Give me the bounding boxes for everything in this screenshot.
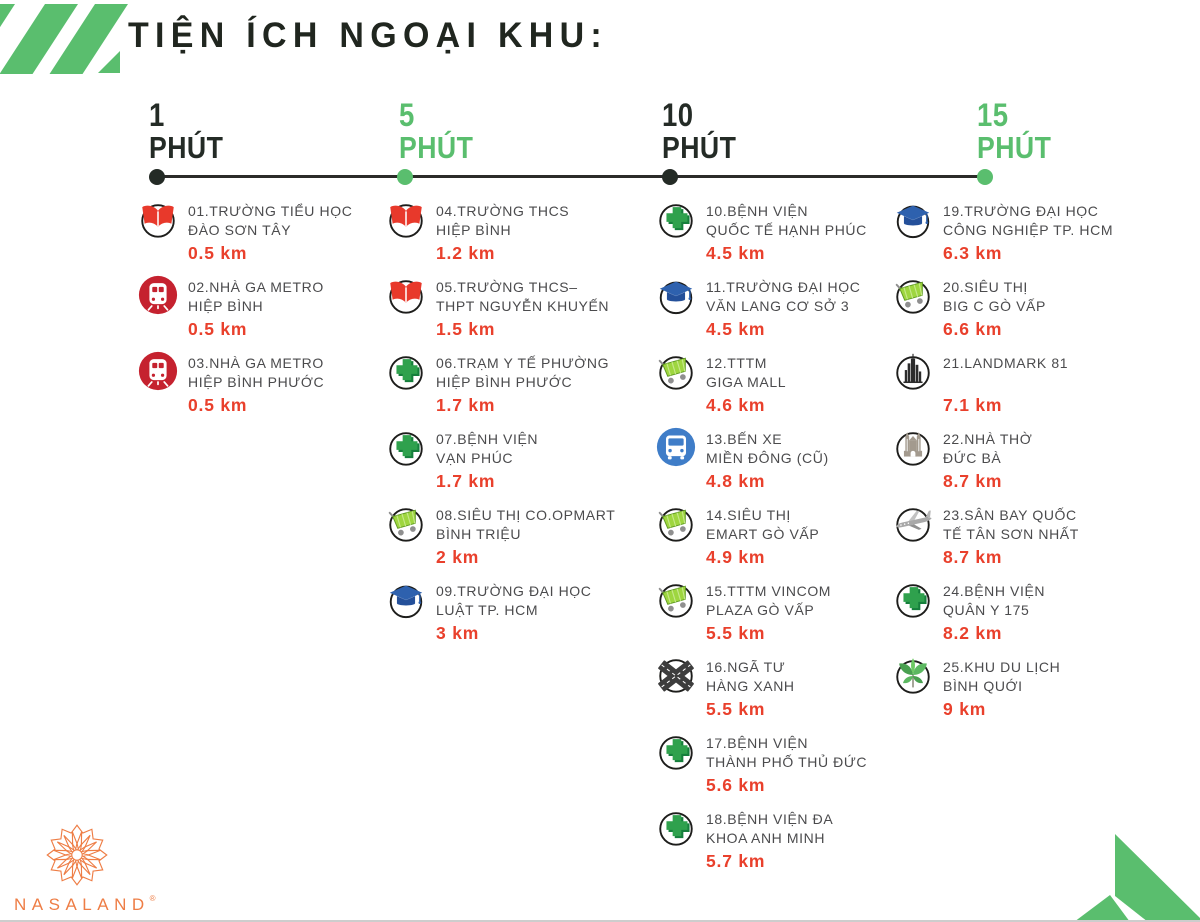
poi-name-line: QUÂN Y 175 bbox=[943, 601, 1030, 618]
poi-distance: 1.7 km bbox=[436, 471, 496, 491]
timeline-dot-1min bbox=[149, 169, 165, 185]
poi-item bbox=[892, 506, 1192, 568]
poi-distance: 3 km bbox=[436, 623, 480, 643]
timeline-value: 15 bbox=[977, 97, 1009, 133]
poi-name-line: 20.SIÊU THỊ bbox=[943, 279, 1028, 295]
metro-icon bbox=[137, 350, 179, 392]
shopping-cart-icon bbox=[385, 502, 427, 544]
poi-text bbox=[943, 354, 1068, 416]
poi-name bbox=[706, 506, 819, 543]
poi-name-line: KHOA ANH MINH bbox=[706, 829, 826, 846]
poi-name bbox=[188, 202, 352, 239]
poi-name-line: GIGA MALL bbox=[706, 373, 787, 390]
poi-item bbox=[385, 202, 643, 264]
medical-cross-icon bbox=[385, 426, 427, 468]
poi-name-line: 02.NHÀ GA METRO bbox=[188, 279, 324, 295]
poi-distance: 8.7 km bbox=[943, 547, 1003, 567]
poi-name-line: THPT NGUYỄN KHUYẾN bbox=[436, 297, 610, 314]
poi-distance: 0.5 km bbox=[188, 319, 248, 339]
poi-distance: 4.8 km bbox=[706, 471, 766, 491]
poi-name-line: THÀNH PHỐ THỦ ĐỨC bbox=[706, 753, 868, 770]
poi-name bbox=[436, 354, 609, 391]
poi-distance: 4.5 km bbox=[706, 319, 766, 339]
tree-icon bbox=[892, 654, 934, 696]
church-icon bbox=[892, 426, 934, 468]
poi-name-line: 07.BỆNH VIỆN bbox=[436, 431, 539, 447]
poi-name-line: 13.BẾN XE bbox=[706, 431, 783, 447]
stripe-triangle bbox=[98, 51, 120, 73]
poi-item bbox=[892, 430, 1192, 492]
crossroad-icon bbox=[655, 654, 697, 696]
medical-cross-icon bbox=[655, 806, 697, 848]
poi-item bbox=[892, 278, 1192, 340]
poi-item bbox=[137, 278, 383, 340]
poi-distance: 6.3 km bbox=[943, 243, 1003, 263]
poi-item bbox=[655, 354, 891, 416]
poi-item bbox=[892, 582, 1192, 644]
poi-distance: 5.7 km bbox=[706, 851, 766, 871]
poi-text bbox=[436, 354, 609, 416]
poi-name-line: HIỆP BÌNH bbox=[436, 221, 512, 238]
timeline-dot-10min bbox=[662, 169, 678, 185]
metro-icon bbox=[137, 274, 179, 316]
poi-text bbox=[706, 734, 867, 796]
timeline-unit: PHÚT bbox=[662, 130, 737, 165]
poi-name-line: 24.BỆNH VIỆN bbox=[943, 583, 1046, 599]
poi-name bbox=[188, 354, 324, 391]
poi-item bbox=[655, 506, 891, 568]
graduation-cap-icon bbox=[385, 578, 427, 620]
poi-text bbox=[706, 810, 833, 872]
poi-text bbox=[436, 278, 609, 340]
poi-name bbox=[436, 278, 609, 315]
poi-item bbox=[892, 354, 1192, 416]
poi-name-line: 14.SIÊU THỊ bbox=[706, 507, 791, 523]
poi-item bbox=[655, 734, 891, 796]
poi-name-line: BÌNH QUỚI bbox=[943, 677, 1023, 694]
poi-item bbox=[655, 202, 891, 264]
brand-stripes-icon bbox=[0, 4, 130, 76]
poi-name-line: 19.TRƯỜNG ĐẠI HỌC bbox=[943, 203, 1099, 219]
poi-column-1min bbox=[137, 202, 383, 430]
poi-item bbox=[385, 582, 643, 644]
poi-item bbox=[385, 278, 643, 340]
timeline-unit: PHÚT bbox=[977, 130, 1052, 165]
timeline-line bbox=[157, 175, 985, 178]
poi-name bbox=[943, 202, 1113, 239]
medical-cross-icon bbox=[655, 198, 697, 240]
poi-item bbox=[137, 202, 383, 264]
poi-distance: 1.5 km bbox=[436, 319, 496, 339]
poi-distance: 6.6 km bbox=[943, 319, 1003, 339]
timeline-label-1min bbox=[149, 97, 224, 165]
poi-distance: 8.2 km bbox=[943, 623, 1003, 643]
lotus-mandala-icon bbox=[42, 820, 112, 890]
poi-name-line: 23.SÂN BAY QUỐC bbox=[943, 507, 1077, 523]
poi-name bbox=[706, 430, 829, 467]
poi-name-line: 10.BỆNH VIỆN bbox=[706, 203, 809, 219]
timeline-value: 5 bbox=[399, 97, 415, 133]
poi-item bbox=[655, 582, 891, 644]
poi-text bbox=[436, 202, 569, 264]
poi-item bbox=[385, 506, 643, 568]
poi-text bbox=[706, 506, 819, 568]
poi-distance: 5.6 km bbox=[706, 775, 766, 795]
shopping-cart-icon bbox=[892, 274, 934, 316]
poi-text bbox=[436, 582, 592, 644]
timeline-dot-15min bbox=[977, 169, 993, 185]
timeline-unit: PHÚT bbox=[399, 130, 474, 165]
poi-column-10min bbox=[655, 202, 891, 886]
school-book-icon bbox=[385, 274, 427, 316]
poi-distance: 5.5 km bbox=[706, 623, 766, 643]
poi-name bbox=[706, 278, 860, 315]
poi-name bbox=[188, 278, 324, 315]
corner-triangle-icon bbox=[1060, 832, 1200, 922]
poi-text bbox=[943, 202, 1113, 264]
registered-mark: ® bbox=[149, 894, 156, 903]
poi-name bbox=[943, 430, 1032, 467]
poi-name-line: HÀNG XANH bbox=[706, 677, 795, 694]
poi-name bbox=[943, 658, 1060, 695]
poi-text bbox=[706, 202, 867, 264]
poi-name-line: 06.TRẠM Y TẾ PHƯỜNG bbox=[436, 355, 610, 371]
medical-cross-icon bbox=[385, 350, 427, 392]
poi-column-15min bbox=[892, 202, 1192, 734]
poi-name bbox=[706, 810, 833, 847]
poi-name-line: 09.TRƯỜNG ĐẠI HỌC bbox=[436, 583, 592, 599]
poi-distance: 4.9 km bbox=[706, 547, 766, 567]
poi-name-line: VẠN PHÚC bbox=[436, 449, 514, 466]
poi-item bbox=[655, 658, 891, 720]
poi-name-line: 03.NHÀ GA METRO bbox=[188, 355, 324, 371]
poi-name-line: 05.TRƯỜNG THCS– bbox=[436, 279, 578, 295]
poi-distance: 8.7 km bbox=[943, 471, 1003, 491]
timeline-value: 10 bbox=[662, 97, 694, 133]
poi-name bbox=[943, 354, 1068, 391]
poi-text bbox=[706, 430, 829, 492]
poi-name-line: 21.LANDMARK 81 bbox=[943, 355, 1069, 371]
poi-name bbox=[943, 582, 1045, 619]
poi-item bbox=[655, 430, 891, 492]
school-book-icon bbox=[385, 198, 427, 240]
poi-name-line: 22.NHÀ THỜ bbox=[943, 431, 1033, 447]
shopping-cart-icon bbox=[655, 502, 697, 544]
poi-distance: 9 km bbox=[943, 699, 987, 719]
poi-name bbox=[706, 202, 867, 239]
shopping-cart-icon bbox=[655, 350, 697, 392]
poi-text bbox=[436, 430, 538, 492]
poi-distance: 0.5 km bbox=[188, 395, 248, 415]
poi-name-line: ĐỨC BÀ bbox=[943, 449, 1002, 466]
poi-name-line: ĐÀO SƠN TÂY bbox=[188, 221, 292, 238]
poi-name-line: HIỆP BÌNH PHƯỚC bbox=[436, 373, 573, 390]
poi-distance: 4.6 km bbox=[706, 395, 766, 415]
poi-name-line: QUỐC TẾ HẠNH PHÚC bbox=[706, 221, 867, 238]
poi-text bbox=[706, 278, 860, 340]
poi-text bbox=[188, 202, 352, 264]
poi-item bbox=[655, 278, 891, 340]
bus-icon bbox=[655, 426, 697, 468]
graduation-cap-icon bbox=[892, 198, 934, 240]
poi-name bbox=[943, 506, 1079, 543]
page-title: TIỆN ÍCH NGOẠI KHU: bbox=[128, 16, 609, 55]
poi-distance: 7.1 km bbox=[943, 395, 1003, 415]
poi-name-line: LUẬT TP. HCM bbox=[436, 601, 539, 618]
timeline-value: 1 bbox=[149, 97, 165, 133]
poi-name-line: CÔNG NGHIỆP TP. HCM bbox=[943, 221, 1114, 238]
poi-name-line: EMART GÒ VẤP bbox=[706, 525, 820, 542]
poi-item bbox=[655, 810, 891, 872]
timeline-dot-5min bbox=[397, 169, 413, 185]
medical-cross-icon bbox=[892, 578, 934, 620]
poi-name-line: BÌNH TRIỆU bbox=[436, 525, 522, 542]
poi-name-line: TẾ TÂN SƠN NHẤT bbox=[943, 525, 1079, 542]
brand-logo bbox=[14, 820, 156, 918]
poi-distance: 2 km bbox=[436, 547, 480, 567]
poi-name-line: 12.TTTM bbox=[706, 355, 767, 371]
poi-distance: 0.5 km bbox=[188, 243, 248, 263]
poi-text bbox=[188, 354, 324, 416]
poi-text bbox=[943, 506, 1079, 568]
poi-name-line: MIỀN ĐÔNG (CŨ) bbox=[706, 449, 829, 466]
poi-name-line: 08.SIÊU THỊ CO.OPMART bbox=[436, 507, 616, 523]
poi-item bbox=[385, 354, 643, 416]
poi-name bbox=[706, 582, 831, 619]
poi-text bbox=[943, 582, 1045, 644]
poi-name bbox=[436, 506, 615, 543]
poi-distance: 4.5 km bbox=[706, 243, 766, 263]
poi-text bbox=[943, 658, 1060, 720]
poi-name bbox=[436, 430, 538, 467]
poi-item bbox=[385, 430, 643, 492]
timeline-unit: PHÚT bbox=[149, 130, 224, 165]
graduation-cap-icon bbox=[655, 274, 697, 316]
poi-text bbox=[706, 354, 786, 416]
poi-text bbox=[188, 278, 324, 340]
poi-name-line: 18.BỆNH VIỆN ĐA bbox=[706, 811, 834, 827]
poi-name-line: 25.KHU DU LỊCH bbox=[943, 659, 1061, 675]
poi-item bbox=[892, 202, 1192, 264]
poi-name bbox=[706, 734, 867, 771]
poi-name bbox=[706, 658, 795, 695]
poi-name-line: 15.TTTM VINCOM bbox=[706, 583, 832, 599]
poi-name-line: 11.TRƯỜNG ĐẠI HỌC bbox=[706, 279, 861, 295]
poi-name-line: HIỆP BÌNH PHƯỚC bbox=[188, 373, 325, 390]
poi-distance: 1.7 km bbox=[436, 395, 496, 415]
poi-name-line: BIG C GÒ VẤP bbox=[943, 297, 1046, 314]
timeline-label-5min bbox=[399, 97, 474, 165]
poi-name-line: 17.BỆNH VIỆN bbox=[706, 735, 809, 751]
poi-text bbox=[436, 506, 615, 568]
shopping-cart-icon bbox=[655, 578, 697, 620]
poi-text bbox=[706, 658, 795, 720]
poi-text bbox=[943, 430, 1032, 492]
poi-name-line: PLAZA GÒ VẤP bbox=[706, 601, 815, 618]
poi-name-line: 01.TRƯỜNG TIỂU HỌC bbox=[188, 203, 353, 219]
school-book-icon bbox=[137, 198, 179, 240]
timeline-label-15min bbox=[977, 97, 1052, 165]
brand-name: NASALAND® bbox=[14, 894, 156, 914]
poi-text bbox=[706, 582, 831, 644]
poi-distance: 1.2 km bbox=[436, 243, 496, 263]
poi-name bbox=[706, 354, 786, 391]
skyscraper-icon bbox=[892, 350, 934, 392]
poi-name bbox=[436, 582, 592, 619]
poi-item bbox=[137, 354, 383, 416]
poi-item bbox=[892, 658, 1192, 720]
poi-name-line: HIỆP BÌNH bbox=[188, 297, 264, 314]
poi-text bbox=[943, 278, 1046, 340]
airplane-icon bbox=[892, 502, 934, 544]
poi-name-line: 04.TRƯỜNG THCS bbox=[436, 203, 570, 219]
poi-column-5min bbox=[385, 202, 643, 658]
poi-name-line: VĂN LANG CƠ SỞ 3 bbox=[706, 297, 850, 314]
poi-name bbox=[943, 278, 1046, 315]
medical-cross-icon bbox=[655, 730, 697, 772]
timeline-label-10min bbox=[662, 97, 737, 165]
poi-distance: 5.5 km bbox=[706, 699, 766, 719]
poi-name bbox=[436, 202, 569, 239]
poi-name-line: 16.NGÃ TƯ bbox=[706, 659, 786, 675]
